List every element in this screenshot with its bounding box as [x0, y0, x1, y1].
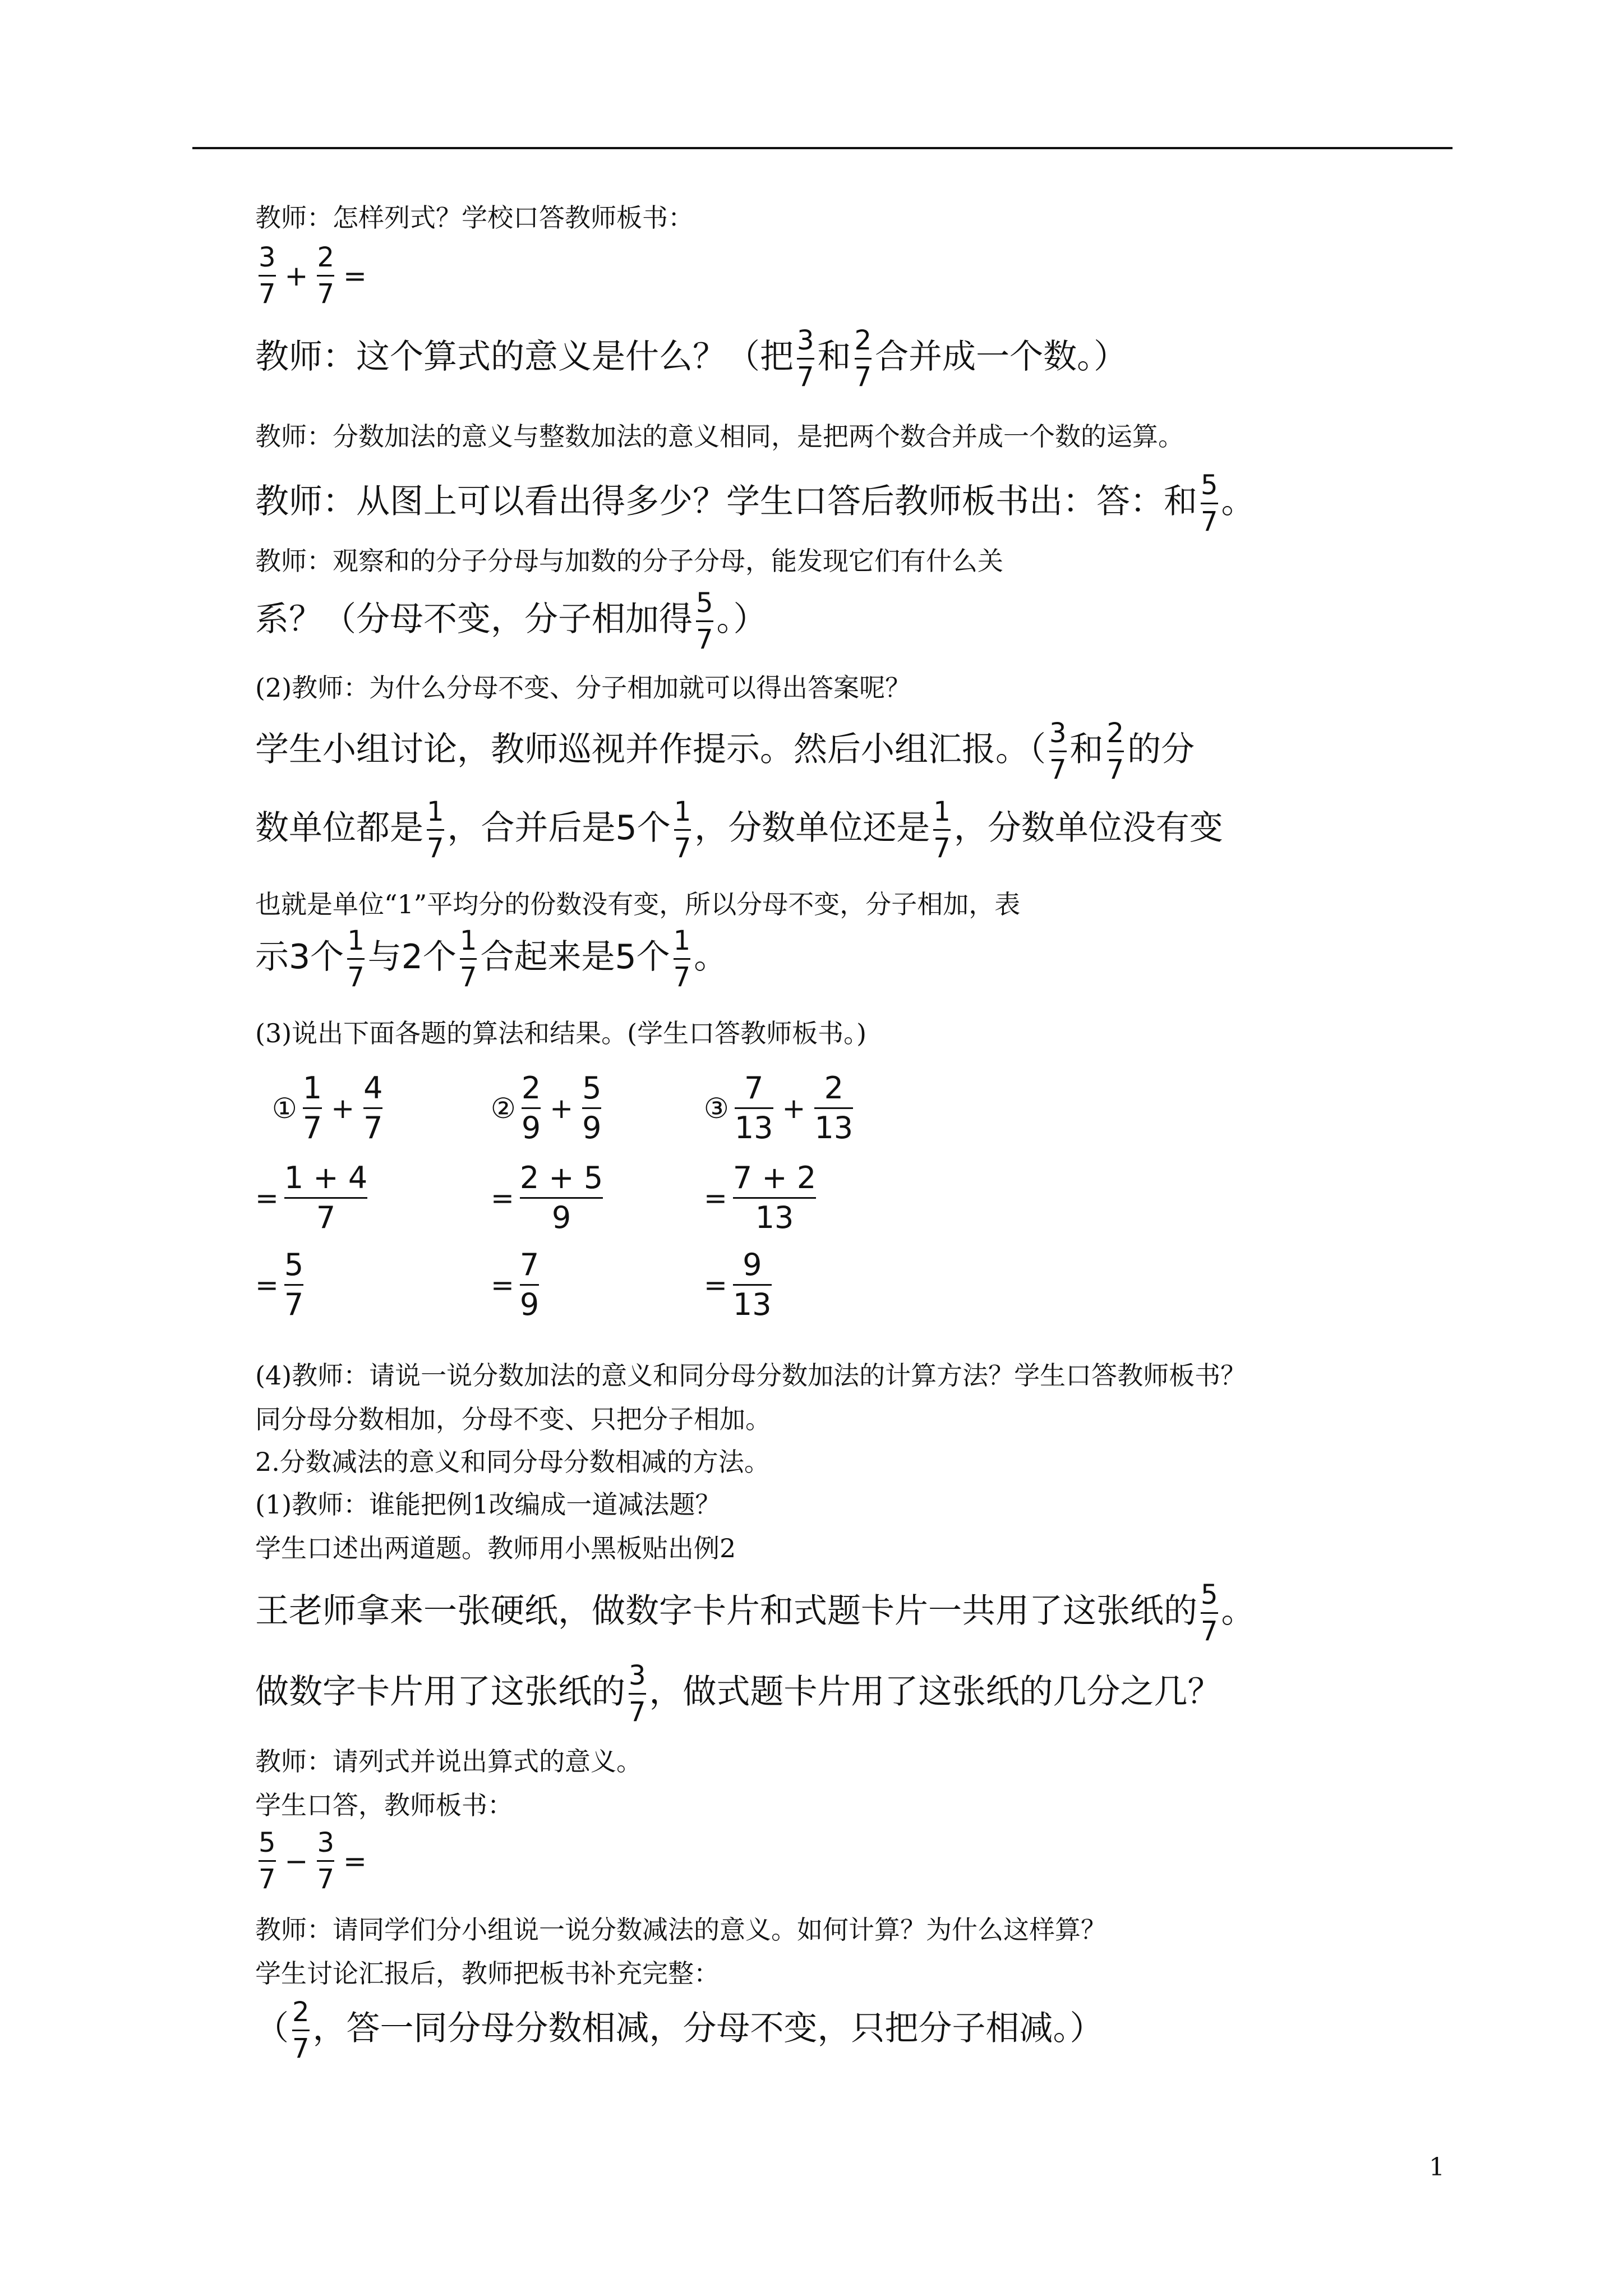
fraction: $\frac{2 + 5}{9}$ — [519, 1160, 603, 1235]
fraction: $\frac{5}{9}$ — [582, 1070, 602, 1145]
fraction: $\frac{5}{7}$ — [1201, 470, 1218, 537]
page-number: 1 — [1429, 2153, 1445, 2182]
fraction: $\frac{1}{7}$ — [459, 925, 477, 993]
equation-subtraction: $\frac{5}{7}$ − $\frac{3}{7}$ = — [259, 1827, 367, 1895]
fraction: $\frac{5}{7}$ — [1201, 1579, 1218, 1647]
text-line: 学生小组讨论，教师巡视并作提示。然后小组汇报。（ $\frac{3}{7}$ 和 $\frac{2}{7}$ 的分 — [255, 717, 1195, 785]
fraction: $\frac{2}{7}$ — [1106, 717, 1124, 785]
text-line: (2)教师：为什么分母不变、分子相加就可以得出答案呢？ — [255, 673, 911, 703]
text-line: 示3个 $\frac{1}{7}$ 与2个 $\frac{1}{7}$ 合起来是5个 $\frac{1}{7}$ 。 — [255, 925, 728, 993]
text-line: 教师：这个算式的意义是什么？（把 $\frac{3}{7}$ 和 $\frac{2}{7}$ 合并成一个数。） — [255, 325, 1128, 393]
fraction: $\frac{7 + 2}{13}$ — [732, 1160, 817, 1235]
fraction: $\frac{7}{9}$ — [519, 1247, 540, 1322]
fraction: $\frac{5}{7}$ — [696, 587, 713, 655]
fraction: $\frac{2}{7}$ — [854, 325, 872, 393]
text-line: 教师：请列式并说出算式的意义。 — [255, 1746, 642, 1777]
text-line: 教师：分数加法的意义与整数加法的意义相同，是把两个数合并成一个数的运算。 — [255, 421, 1184, 452]
text-line: 教师：请同学们分小组说一说分数减法的意义。如何计算？为什么这样算？ — [255, 1915, 1106, 1945]
fraction: $\frac{1}{7}$ — [933, 796, 951, 864]
fraction: $\frac{1}{7}$ — [427, 796, 444, 864]
fraction: $\frac{1 + 4}{7}$ — [284, 1160, 368, 1235]
fraction: $\frac{1}{7}$ — [673, 925, 691, 993]
fraction: $\frac{2}{7}$ — [292, 1996, 310, 2064]
text-line: （ $\frac{2}{7}$ ，答一同分母分数相减，分母不变，只把分子相减。） — [255, 1996, 1104, 2064]
fraction: $\frac{1}{7}$ — [302, 1070, 322, 1145]
text-line: 系？（分母不变，分子相加得 $\frac{5}{7}$ 。） — [255, 587, 767, 655]
text-line: (4)教师：请说一说分数加法的意义和同分母分数加法的计算方法？学生口答教师板书？ — [255, 1360, 1247, 1391]
fraction: $\frac{5}{7}$ — [284, 1247, 304, 1322]
text-line: 数单位都是 $\frac{1}{7}$ ，合并后是5个 $\frac{1}{7}$ ，分数单位还是 $\frac{1}{7}$ ，分数单位没有变 — [255, 796, 1223, 864]
fraction: $\frac{4}{7}$ — [363, 1070, 383, 1145]
fraction: $\frac{3}{7}$ — [1049, 717, 1067, 785]
fraction: $\frac{3}{7}$ — [259, 242, 276, 310]
text-line: 2.分数减法的意义和同分母分数相减的方法。 — [255, 1447, 770, 1477]
fraction: $\frac{1}{7}$ — [674, 796, 691, 864]
text-line: 王老师拿来一张硬纸，做数字卡片和式题卡片一共用了这张纸的 $\frac{5}{7}$ 。 — [255, 1579, 1255, 1647]
fraction: $\frac{2}{13}$ — [814, 1070, 854, 1145]
fraction: $\frac{3}{7}$ — [629, 1660, 646, 1728]
fraction: $\frac{9}{13}$ — [732, 1247, 772, 1322]
text-line: 同分母分数相加，分母不变、只把分子相加。 — [255, 1404, 771, 1434]
text-line: (3)说出下面各题的算法和结果。(学生口答教师板书。) — [255, 1018, 867, 1048]
text-line: 也就是单位“1”平均分的份数没有变，所以分母不变，分子相加，表 — [255, 889, 1021, 919]
text-line: 学生口答，教师板书： — [255, 1790, 513, 1820]
text-line: 教师：观察和的分子分母与加数的分子分母，能发现它们有什么关 — [255, 546, 1003, 576]
text-line: 学生口述出两道题。教师用小黑板贴出例2 — [255, 1533, 736, 1563]
fraction: $\frac{2}{7}$ — [317, 242, 334, 310]
equation-addition: $\frac{3}{7}$ + $\frac{2}{7}$ = — [259, 242, 367, 310]
text-line: (1)教师：谁能把例1改编成一道减法题？ — [255, 1489, 721, 1520]
header-rule — [192, 147, 1453, 149]
fraction: $\frac{5}{7}$ — [259, 1827, 276, 1895]
text-line: 教师：从图上可以看出得多少？学生口答后教师板书出：答：和 $\frac{5}{7}$ 。 — [255, 470, 1255, 537]
fraction: $\frac{7}{13}$ — [734, 1070, 773, 1145]
fraction: $\frac{3}{7}$ — [797, 325, 814, 393]
text-line: 做数字卡片用了这张纸的 $\frac{3}{7}$ ，做式题卡片用了这张纸的几分之几？ — [255, 1660, 1221, 1728]
fraction: $\frac{3}{7}$ — [317, 1827, 334, 1895]
text-line: 学生讨论汇报后，教师把板书补充完整： — [255, 1958, 720, 1989]
fraction: $\frac{2}{9}$ — [521, 1070, 541, 1145]
text-line: 教师：怎样列式？学校口答教师板书： — [255, 203, 694, 233]
fraction: $\frac{1}{7}$ — [347, 925, 365, 993]
